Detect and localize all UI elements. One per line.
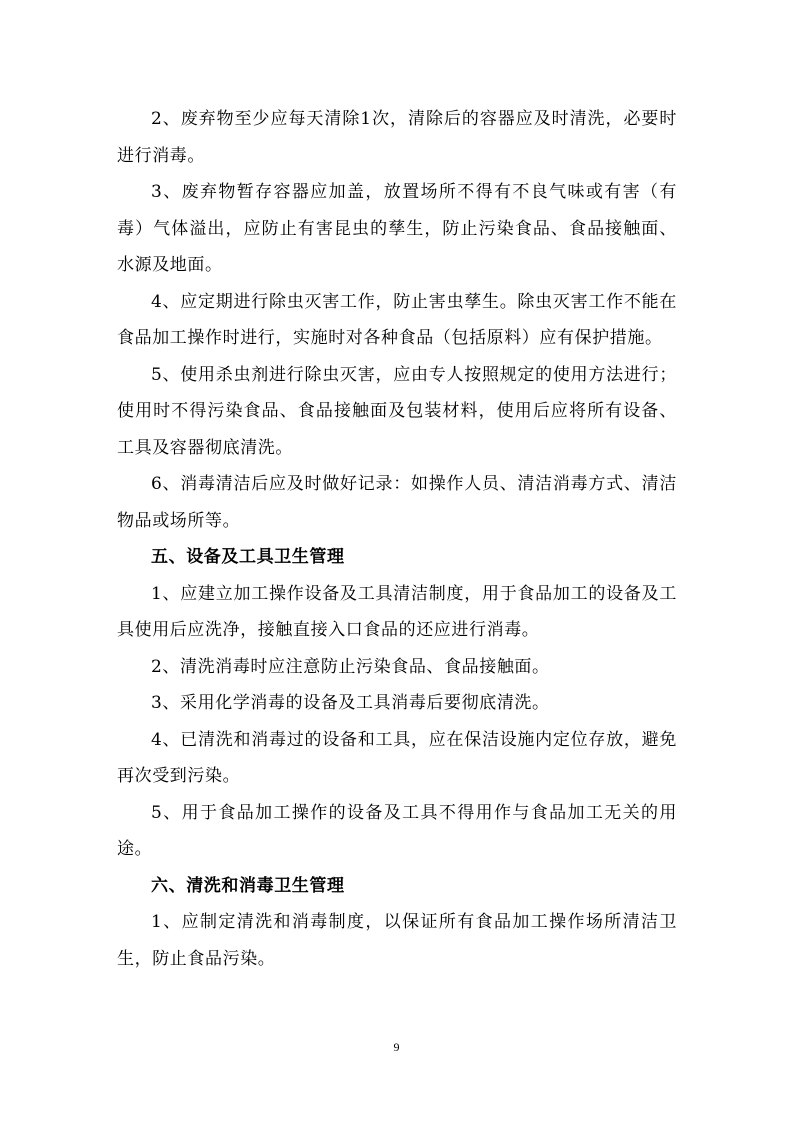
section-heading-equipment-hygiene: 五、设备及工具卫生管理 — [151, 547, 345, 567]
paragraph-equipment-cleaning-system: 1、应建立加工操作设备及工具清洁制度，用于食品加工的设备及工具使用后应洗净，接触直接入口食品的还应进行消毒。 — [117, 583, 677, 640]
paragraph-disinfection-precaution: 2、清洗消毒时应注意防止污染食品、食品接触面。 — [151, 656, 550, 677]
paragraph-cleaning-records: 6、消毒清洁后应及时做好记录：如操作人员、清洁消毒方式、清洁物品或场所等。 — [117, 474, 677, 531]
page-number: 9 — [393, 1040, 400, 1054]
document-body — [117, 101, 677, 977]
paragraph-waste-containers: 3、废弃物暂存容器应加盖，放置场所不得有不良气味或有害（有毒）气体溢出，应防止有害昆虫的孳生，防止污染食品、食品接触面、水源及地面。 — [117, 182, 677, 275]
paragraph-cleaning-system: 1、应制定清洗和消毒制度，以保证所有食品加工操作场所清洁卫生，防止食品污染。 — [117, 912, 677, 969]
paragraph-waste-removal: 2、废弃物至少应每天清除1次，清除后的容器应及时清洗，必要时进行消毒。 — [117, 109, 677, 166]
section-heading-cleaning-disinfection: 六、清洗和消毒卫生管理 — [151, 875, 345, 896]
paragraph-chemical-disinfection: 3、采用化学消毒的设备及工具消毒后要彻底清洗。 — [151, 693, 550, 713]
paragraph-tool-storage: 4、已清洗和消毒过的设备和工具，应在保洁设施内定位存放，避免再次受到污染。 — [117, 729, 677, 786]
paragraph-pest-control: 4、应定期进行除虫灭害工作，防止害虫孳生。除虫灭害工作不能在食品加工操作时进行，实施时对各种食品（包括原料）应有保护措施。 — [117, 291, 677, 348]
paragraph-insecticide-use: 5、使用杀虫剂进行除虫灭害，应由专人按照规定的使用方法进行；使用时不得污染食品、食品接触面及包装材料，使用后应将所有设备、工具及容器彻底清洗。 — [117, 364, 677, 458]
paragraph-tool-usage: 5、用于食品加工操作的设备及工具不得用作与食品加工无关的用途。 — [117, 802, 677, 859]
